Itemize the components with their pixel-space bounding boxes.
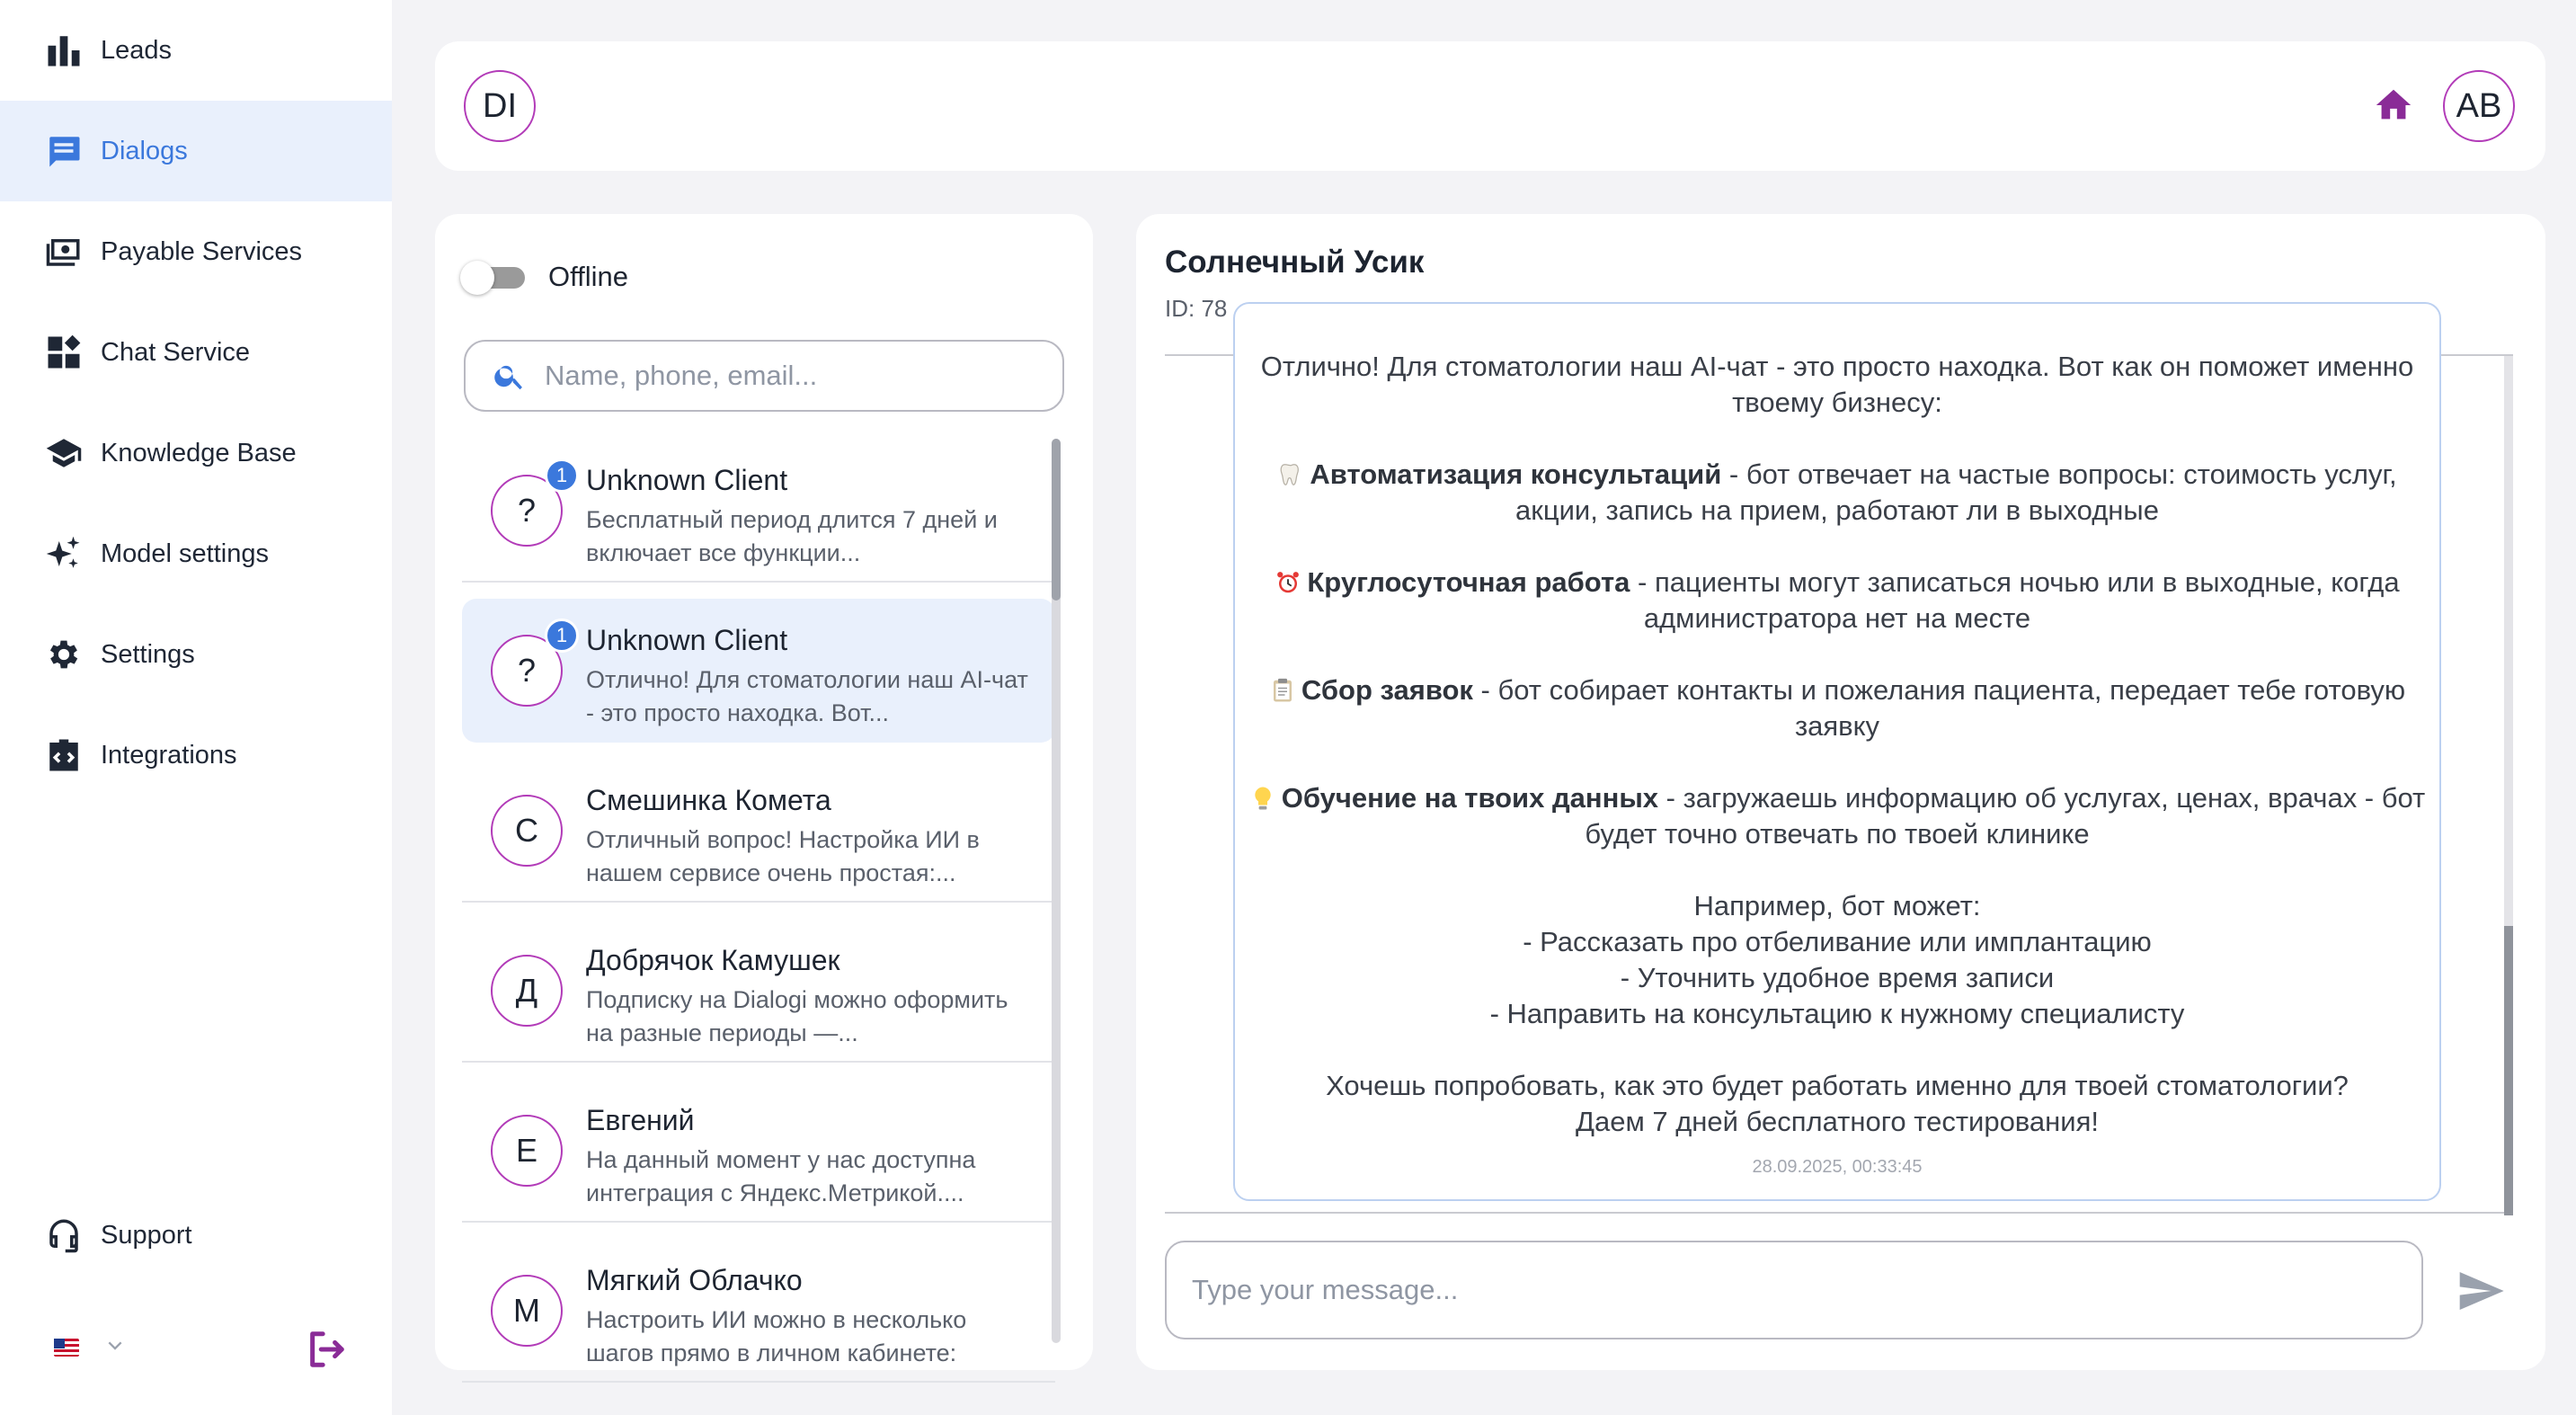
message-preview: Отлично! Для стоматологии наш AI-чат - это просто находка. Вот... [586,666,1028,726]
status-toggle-row [460,261,628,293]
message-preview: Отличный вопрос! Настройка ИИ в нашем сервисе очень простая:... [586,826,980,886]
client-name: Евгений [586,1104,695,1136]
unread-badge: 1 [545,458,579,493]
sidebar-item-label: Dialogs [101,136,188,165]
message-examples: Например, бот может: - Рассказать про отбеливание или имплантацию - Уточнить удобное время записи - Направить на консультацию к нужному специалисту [1489,890,2185,1029]
sidebar-item-label: Leads [101,35,173,65]
logout-button[interactable] [306,1329,347,1370]
dialog-list-item[interactable] [462,439,1055,583]
message-feature: Сбор заявок - бот собирает контакты и пожелания пациента, передает тебе готовую заявку [1235,672,2439,744]
sidebar-item-knowledge-base[interactable] [0,403,392,503]
money-icon [43,231,84,272]
message-history [1165,351,2513,1214]
bar-chart-icon [43,30,84,71]
client-name: Добрячок Камушек [586,944,840,976]
chat-scrollbar[interactable] [2504,356,2513,1212]
message-feature: Автоматизация консультаций - бот отвечает на частые вопросы: стоимость услуг, акции, запись на прием, работают ли в выходные [1235,457,2439,529]
alarm-clock-icon [1275,569,1301,596]
headset-icon [43,1215,84,1256]
top-bar [435,41,2545,171]
search-icon [493,359,527,393]
dialog-list-scrollbar[interactable] [1052,439,1061,1343]
dialog-list-item[interactable] [462,599,1055,743]
client-avatar: ? [491,635,563,707]
message-intro: Отлично! Для стоматологии наш AI-чат - это просто находка. Вот как он поможет именно твоему бизнесу: [1260,351,2414,418]
message-timestamp: 28.09.2025, 00:33:45 [1752,1157,1923,1177]
online-status-toggle[interactable] [460,261,529,293]
dialog-list [462,439,1055,1366]
graduation-cap-icon [43,432,84,474]
message-feature: Круглосуточная работа - пациенты могут записаться ночью или в выходные, когда администратора нет на месте [1235,565,2439,636]
search-input[interactable] [545,360,1048,392]
chat-contact-name: Солнечный Усик [1165,245,1425,280]
sidebar-item-label: Settings [101,639,195,669]
message-preview: Настроить ИИ можно в несколько шагов прямо в личном кабинете: [586,1306,967,1366]
message-feature: Обучение на твоих данных - загружаешь информацию об услугах, ценах, врачах - бот будет точно отвечать по твоей клинике [1235,780,2439,852]
sidebar-item-chat-service[interactable] [0,302,392,403]
chat-contact-id: ID: 78 [1165,295,1228,322]
client-avatar: ? [491,475,563,547]
home-button[interactable] [2373,85,2414,126]
client-avatar: Е [491,1115,563,1187]
send-button[interactable] [2456,1266,2506,1316]
sidebar-item-label: Model settings [101,538,269,568]
home-icon [2373,85,2414,126]
user-avatar[interactable]: AB [2443,70,2515,142]
integration-icon [43,734,84,776]
sidebar-item-label: Integrations [101,740,237,770]
message-composer [1165,1241,2423,1339]
sidebar-item-dialogs[interactable] [0,101,392,201]
clipboard-icon [1269,677,1296,704]
client-name: Смешинка Комета [586,784,831,816]
client-name: Unknown Client [586,624,788,656]
us-flag-icon [54,1339,79,1357]
dialog-list-item[interactable] [462,759,1055,903]
client-avatar: С [491,795,563,867]
dialog-list-item[interactable] [462,919,1055,1063]
sidebar-item-integrations[interactable] [0,705,392,805]
sidebar-item-label: Payable Services [101,236,303,266]
chevron-down-icon [102,1332,128,1362]
message-preview: Бесплатный период длится 7 дней и включает все функции... [586,506,998,566]
chat-panel [1136,214,2545,1370]
sidebar-item-payable-services[interactable] [0,201,392,302]
sidebar-item-model-settings[interactable] [0,503,392,604]
message-preview: Подписку на Dialogi можно оформить на разные периоды —... [586,986,1008,1046]
sidebar-item-leads[interactable] [0,0,392,101]
sidebar-item-support[interactable] [0,1185,392,1286]
search-box [464,340,1064,412]
client-name: Unknown Client [586,464,788,496]
dialog-list-item[interactable] [462,1239,1055,1383]
sparkle-icon [43,533,84,574]
workspace-avatar[interactable]: DI [464,70,536,142]
sidebar [0,0,392,1415]
client-avatar: М [491,1275,563,1347]
bot-message-bubble [1233,302,2441,1201]
sidebar-item-settings[interactable] [0,604,392,705]
client-avatar: Д [491,955,563,1027]
message-outro: Хочешь попробовать, как это будет работать именно для твоей стоматологии? Даем 7 дней бесплатного тестирования! [1326,1070,2349,1137]
sidebar-item-label: Knowledge Base [101,438,297,467]
lightbulb-icon [1249,785,1276,812]
message-preview: На данный момент у нас доступна интеграция с Яндекс.Метрикой.... [586,1146,976,1206]
status-label: Offline [548,261,629,292]
tooth-icon [1277,461,1304,488]
send-icon [2456,1266,2506,1316]
dialog-list-item[interactable] [462,1079,1055,1223]
sidebar-item-label: Support [101,1220,192,1250]
dialog-list-panel [435,214,1093,1370]
client-name: Мягкий Облачко [586,1264,803,1296]
language-selector[interactable] [54,1332,128,1362]
message-input[interactable] [1192,1274,2378,1306]
widgets-icon [43,332,84,373]
unread-badge: 1 [545,619,579,653]
gear-icon [43,634,84,675]
sidebar-item-label: Chat Service [101,337,251,367]
logout-icon [306,1329,347,1370]
chat-icon [43,130,84,172]
